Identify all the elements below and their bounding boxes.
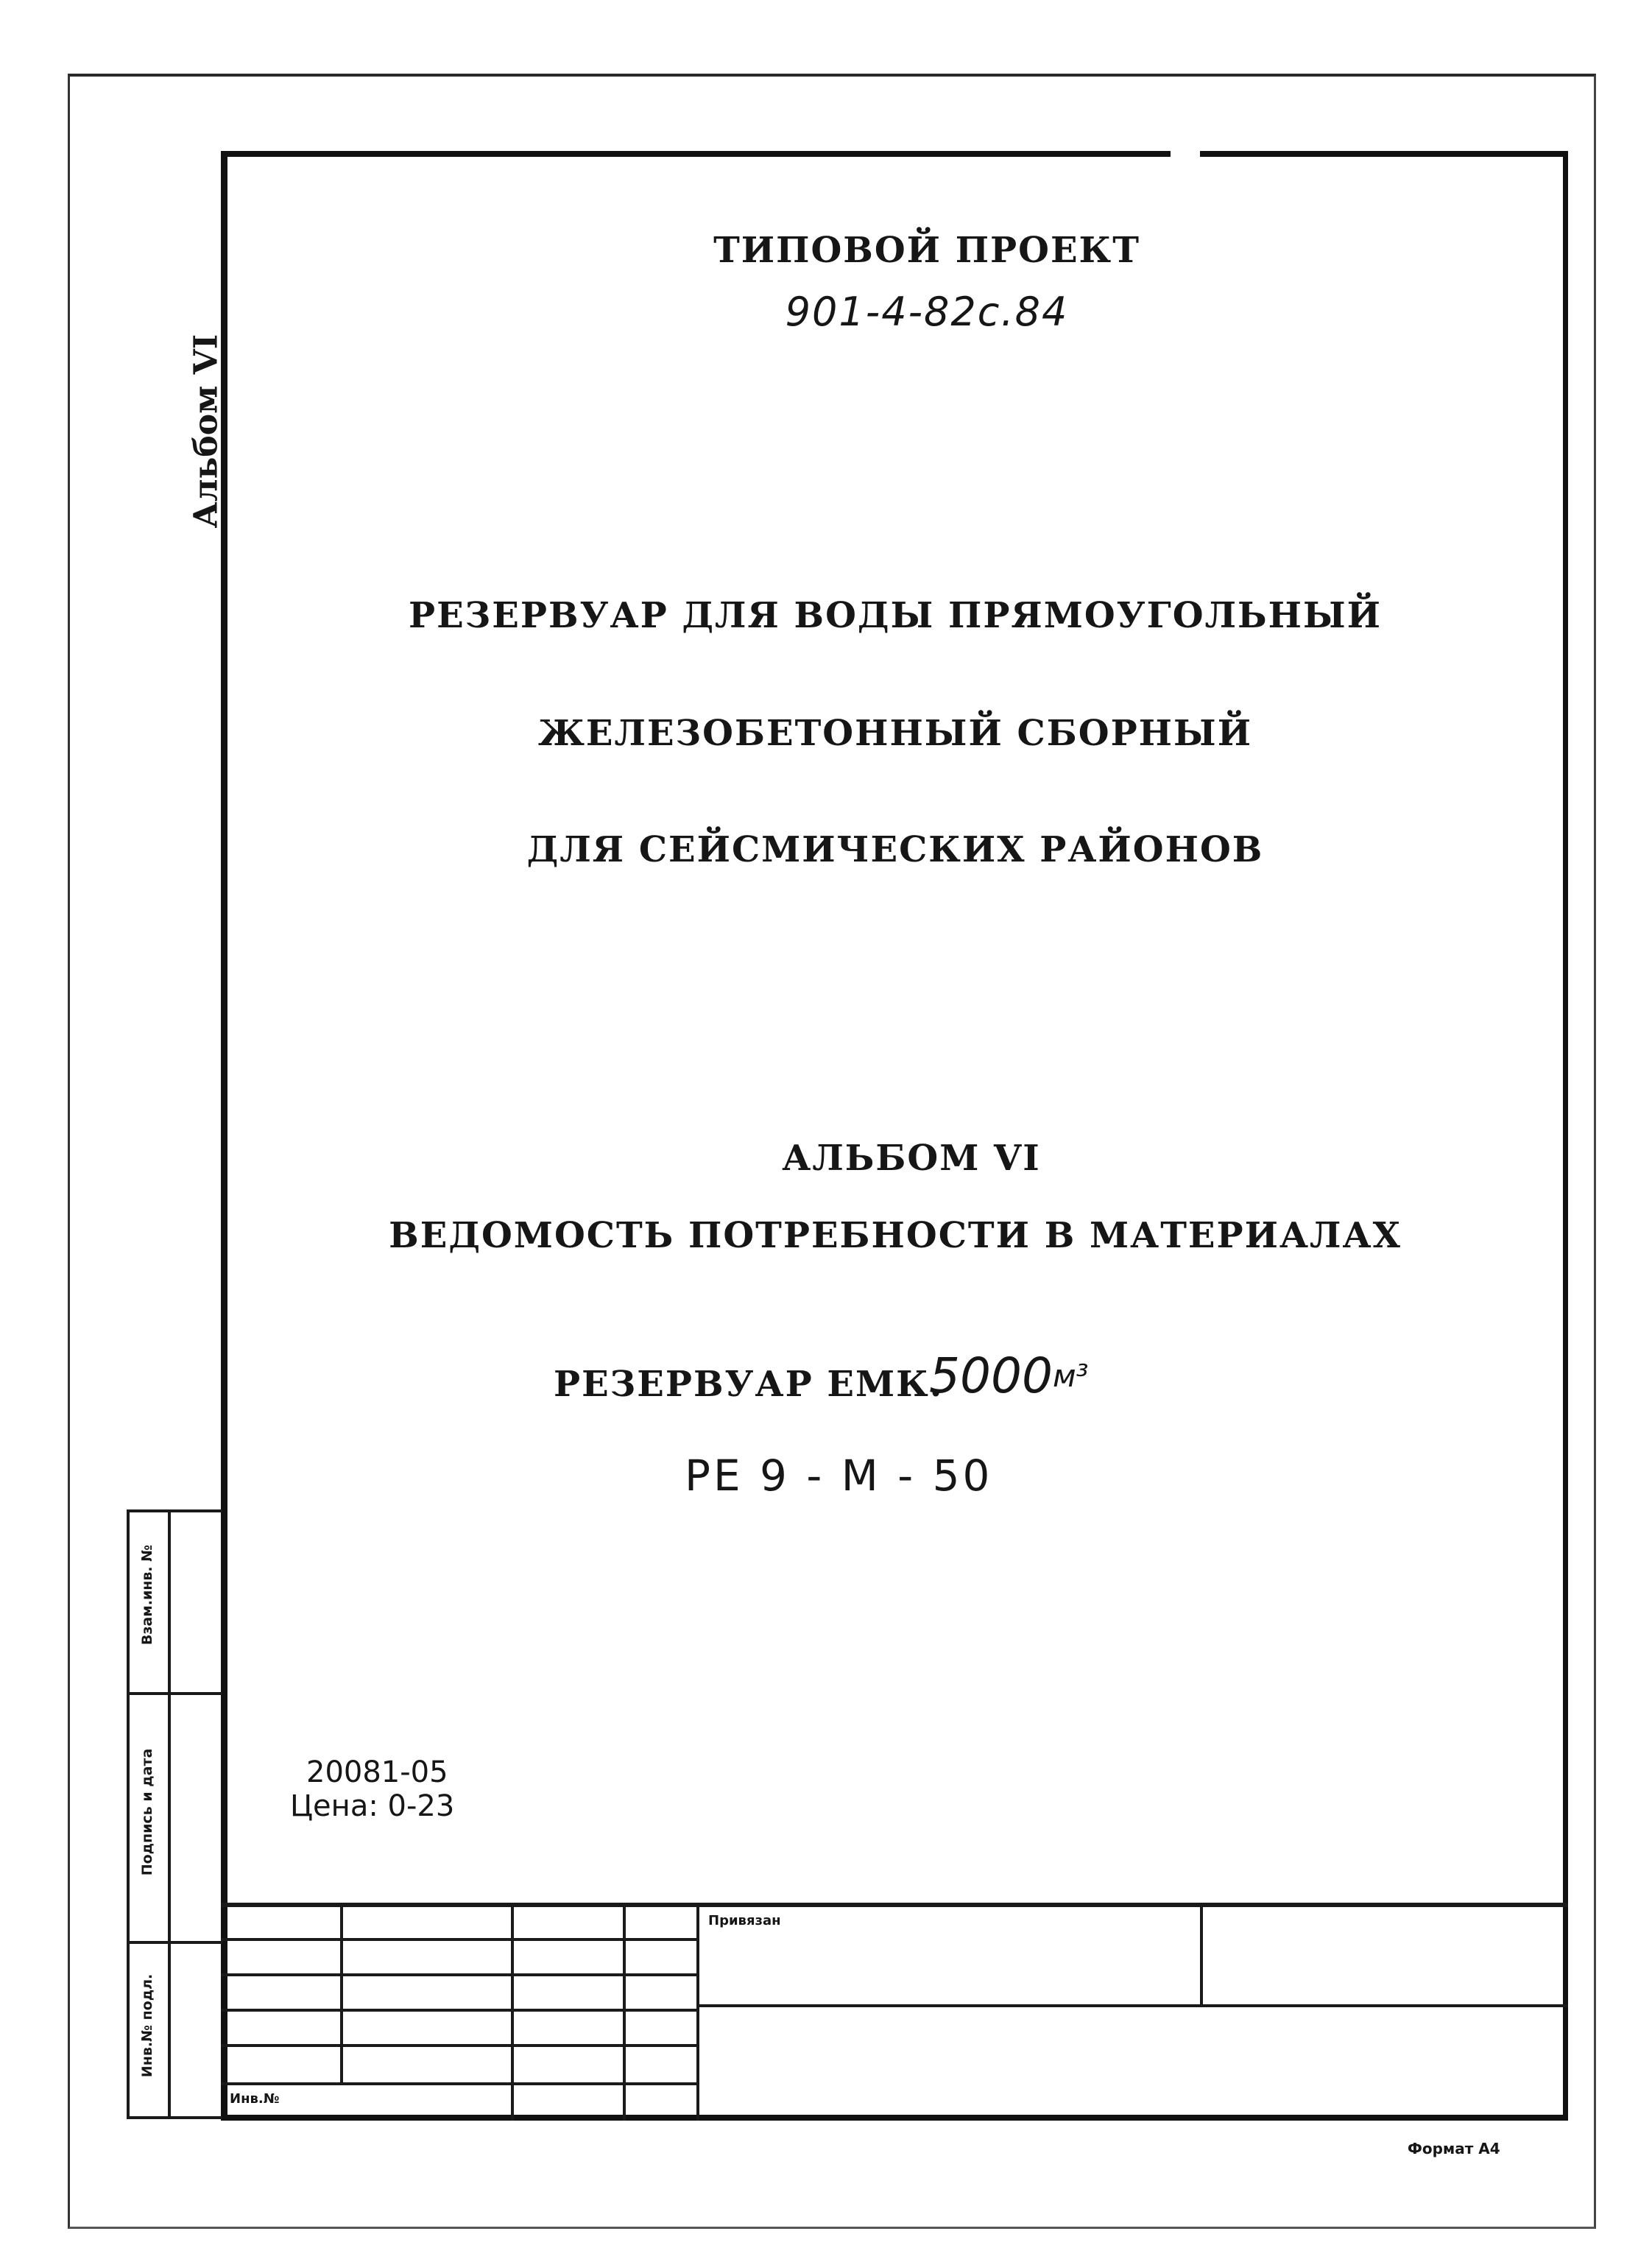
title-block-row — [221, 2044, 698, 2047]
inventory-label: Инв.№ — [230, 2091, 280, 2107]
stamp-label-replaced-inv: Взам.инв. № — [139, 1544, 155, 1646]
stamp-line — [127, 1692, 222, 1695]
stamp-line — [168, 1509, 171, 2119]
format-label: Формат А4 — [1408, 2140, 1500, 2157]
stamp-label-original-inv: Инв.№ подл. — [139, 1973, 155, 2078]
title-line-3: ДЛЯ СЕЙСМИЧЕСКИХ РАЙОНОВ — [526, 829, 1264, 870]
reservoir-capacity-unit: м³ — [1053, 1358, 1089, 1394]
stamp-line — [127, 1941, 222, 1944]
album-name: АЛЬБОМ VI — [782, 1138, 1041, 1179]
frame-gap — [1171, 146, 1200, 161]
album-description: ВЕДОМОСТЬ ПОТРЕБНОСТИ В МАТЕРИАЛАХ — [389, 1215, 1402, 1256]
bound-label: Привязан — [708, 1913, 781, 1928]
reservoir-code: РЕ 9 - М - 50 — [685, 1451, 993, 1501]
title-block-col — [511, 1903, 514, 2121]
title-block-col — [1200, 1903, 1203, 2006]
title-block-row — [221, 2082, 698, 2085]
title-block-top — [221, 1903, 1568, 1907]
project-number: 901-4-82с.84 — [785, 289, 1069, 335]
stamp-line — [127, 1509, 130, 2119]
price: Цена: 0-23 — [290, 1789, 455, 1823]
stamp-line — [127, 2116, 222, 2119]
reservoir-capacity-label: РЕЗЕРВУАР ЕМК. — [554, 1364, 944, 1405]
stamp-line — [127, 1509, 222, 1512]
title-line-2: ЖЕЛЕЗОБЕТОННЫЙ СБОРНЫЙ — [537, 713, 1253, 754]
title-block-row — [221, 2009, 698, 2012]
project-type-label: ТИПОВОЙ ПРОЕКТ — [713, 230, 1140, 271]
drawing-frame — [221, 151, 1568, 2121]
title-block-col — [696, 1903, 699, 2121]
album-side-label: Альбом VI — [187, 334, 225, 529]
title-block-col — [623, 1903, 626, 2121]
catalog-number: 20081-05 — [306, 1755, 448, 1789]
reservoir-capacity-value: 5000 — [929, 1347, 1053, 1404]
title-block-col — [340, 1903, 343, 2082]
title-block-row — [698, 2004, 1568, 2007]
title-block-row — [221, 1938, 698, 1941]
title-block-row — [221, 1973, 698, 1976]
title-line-1: РЕЗЕРВУАР ДЛЯ ВОДЫ ПРЯМОУГОЛЬНЫЙ — [408, 595, 1383, 636]
stamp-label-signature-date: Подпись и дата — [139, 1748, 155, 1876]
